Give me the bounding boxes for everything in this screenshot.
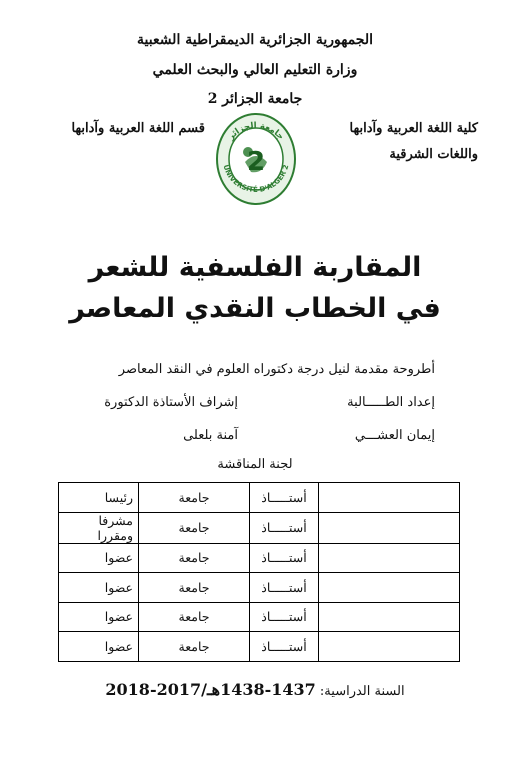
- table-row: [59, 602, 460, 632]
- logo-latin-text: UNIVERSITÉ D'ALGER 2: [221, 163, 291, 195]
- member-university: جامعة: [139, 483, 250, 513]
- table-row: [59, 512, 460, 543]
- member-university: جامعة: [139, 512, 250, 543]
- table-row: [59, 632, 460, 662]
- member-role: مشرفا ومقررا: [59, 512, 139, 543]
- member-role: عضوا: [59, 602, 139, 632]
- faculty-line-2: واللغات الشرقية: [389, 147, 478, 162]
- member-role: عضوا: [59, 543, 139, 573]
- committee-table: [58, 482, 460, 662]
- university-logo: [215, 112, 297, 206]
- thesis-title-line-2: في الخطاب النقدي المعاصر: [69, 293, 441, 324]
- member-name: [319, 573, 460, 603]
- member-rank: أستـــــاذ: [250, 602, 319, 632]
- member-university: جامعة: [139, 573, 250, 603]
- logo-figure: 2: [246, 147, 266, 177]
- member-rank: أستـــــاذ: [250, 632, 319, 662]
- member-name: [319, 602, 460, 632]
- member-name: [319, 512, 460, 543]
- table-row: [59, 543, 460, 573]
- member-rank: أستـــــاذ: [250, 512, 319, 543]
- student-label: إعداد الطـــــالبة: [347, 395, 435, 410]
- committee-heading: لجنة المناقشة: [217, 457, 293, 472]
- logo-arabic-text: جامعة الجزائر: [226, 120, 286, 143]
- thesis-note: أطروحة مقدمة لنيل درجة دكتوراه العلوم في النقد المعاصر: [118, 362, 435, 377]
- member-university: جامعة: [139, 543, 250, 573]
- academic-year-value: 1437-1438هـ/2017-2018: [105, 680, 316, 699]
- member-rank: أستـــــاذ: [250, 573, 319, 603]
- table-row: [59, 573, 460, 603]
- student-name: إيمان العشـــي: [354, 428, 435, 443]
- table-row: [59, 483, 460, 513]
- member-role: عضوا: [59, 632, 139, 662]
- supervisor-label: إشراف الأستاذة الدكتورة: [104, 395, 238, 410]
- member-role: عضوا: [59, 573, 139, 603]
- member-name: [319, 632, 460, 662]
- member-name: [319, 483, 460, 513]
- member-rank: أستـــــاذ: [250, 483, 319, 513]
- header-university: جامعة الجزائر 2: [207, 91, 303, 107]
- member-role: رئيسا: [59, 483, 139, 513]
- supervisor-name: آمنة بلعلى: [183, 428, 238, 443]
- thesis-title-line-1: المقاربة الفلسفية للشعر: [88, 252, 422, 283]
- member-rank: أستـــــاذ: [250, 543, 319, 573]
- member-name: [319, 543, 460, 573]
- member-university: جامعة: [139, 602, 250, 632]
- academic-year: [0, 680, 510, 699]
- department-label: قسم اللغة العربية وآدابها: [71, 121, 205, 136]
- academic-year-label: السنة الدراسية:: [319, 684, 405, 699]
- member-university: جامعة: [139, 632, 250, 662]
- faculty-line-1: كلية اللغة العربية وآدابها: [349, 121, 478, 136]
- header-republic: الجمهورية الجزائرية الديمقراطية الشعبية: [136, 32, 373, 48]
- header-ministry: وزارة التعليم العالي والبحث العلمي: [152, 62, 358, 78]
